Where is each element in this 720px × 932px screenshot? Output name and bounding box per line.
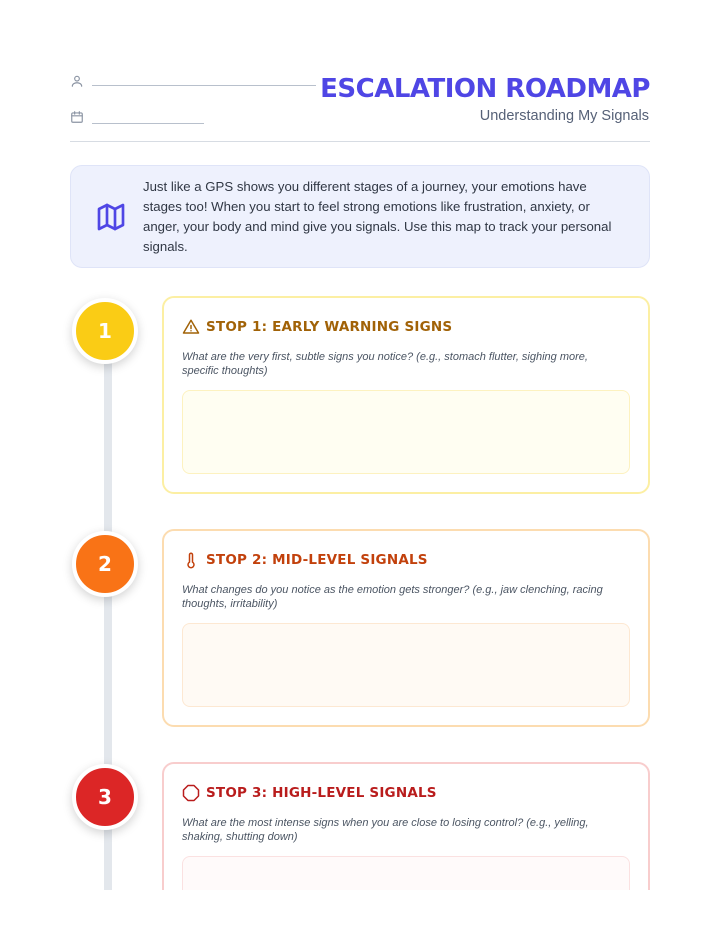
map-icon: [95, 201, 127, 233]
calendar-icon: [70, 110, 84, 124]
warning-triangle-icon: [182, 318, 200, 336]
card-prompt: What are the most intense signs when you are close to losing control? (e.g., yelling, shaking, shutting down): [182, 817, 589, 843]
card-heading: [182, 784, 437, 802]
page-subtitle: Understanding My Signals: [479, 108, 649, 124]
stop-1-marker: [72, 298, 138, 364]
page-title: ESCALATION ROADMAP: [320, 74, 650, 104]
stop-2-card: [162, 529, 650, 727]
stop-number: 1: [98, 319, 112, 343]
intro-text: Just like a GPS shows you different stages of a journey, your emotions have stages too! When you start to feel strong emotions like frustration, anxiety, or anger, your body and mind give you signals. Use this map to track your personal signals.: [143, 178, 612, 254]
card-title: STOP 3: HIGH-LEVEL SIGNALS: [206, 785, 437, 801]
intro-box: [70, 165, 650, 268]
page-bottom-margin: [0, 890, 720, 932]
page-header: [70, 72, 650, 142]
name-field[interactable]: [70, 74, 316, 88]
stop-2-marker: [72, 531, 138, 597]
card-title: STOP 2: MID-LEVEL SIGNALS: [206, 552, 428, 568]
thermometer-icon: [182, 551, 200, 569]
card-title: STOP 1: EARLY WARNING SIGNS: [206, 319, 453, 335]
stop-number: 3: [98, 785, 112, 809]
date-field[interactable]: [70, 110, 204, 124]
card-heading: [182, 551, 428, 569]
name-line[interactable]: [92, 85, 316, 86]
card-heading: [182, 318, 452, 336]
date-line[interactable]: [92, 123, 204, 124]
user-icon: [70, 74, 84, 88]
card-prompt: What changes do you notice as the emotion gets stronger? (e.g., jaw clenching, racing thoughts, irritability): [182, 584, 603, 610]
card-prompt: What are the very first, subtle signs you notice? (e.g., stomach flutter, sighing more, specific thoughts): [182, 351, 588, 377]
stop-3-marker: [72, 764, 138, 830]
answer-box[interactable]: [182, 390, 630, 474]
stop-number: 2: [98, 552, 112, 576]
answer-box[interactable]: [182, 623, 630, 707]
octagon-icon: [182, 784, 200, 802]
stop-1-card: [162, 296, 650, 494]
